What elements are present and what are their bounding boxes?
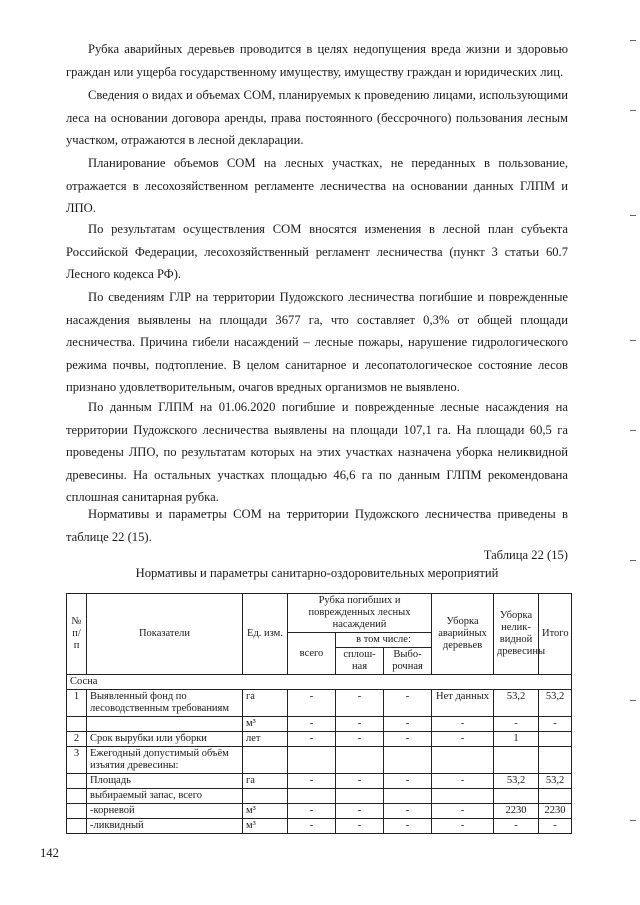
cell-nonliquid: 53,2 (494, 774, 539, 789)
cell-selective (384, 789, 432, 804)
cell-label: выбираемый запас, всего (87, 789, 243, 804)
header-emergency: Уборка аварийных деревьев (432, 594, 494, 675)
cell-nonliquid: 2230 (494, 804, 539, 819)
cell-label: Выявленный фонд по лесоводственным требованиям (87, 690, 243, 717)
cell-selective: - (384, 819, 432, 834)
cell-label: Площадь (87, 774, 243, 789)
cell-clear: - (336, 690, 384, 717)
table-header-row (67, 594, 572, 633)
cell-unit: м³ (243, 717, 288, 732)
header-including: в том числе: (336, 633, 432, 648)
header-clear: сплош-ная (336, 648, 384, 675)
cell-selective: - (384, 732, 432, 747)
cell-clear: - (336, 804, 384, 819)
table-row (67, 774, 572, 789)
cell-num (67, 804, 87, 819)
cell-num (67, 819, 87, 834)
cell-label: Срок вырубки или уборки (87, 732, 243, 747)
cell-nonliquid: 53,2 (494, 690, 539, 717)
cell-clear: - (336, 774, 384, 789)
scan-edge-mark (630, 340, 636, 341)
cell-emergency (432, 747, 494, 774)
section-pine: Сосна (67, 675, 572, 690)
cell-nonliquid: - (494, 819, 539, 834)
cell-grand (539, 747, 572, 774)
cell-clear (336, 747, 384, 774)
cell-emergency: Нет данных (432, 690, 494, 717)
cell-selective: - (384, 717, 432, 732)
cell-clear: - (336, 717, 384, 732)
cell-nonliquid: - (494, 717, 539, 732)
scan-edge-mark (630, 430, 636, 431)
cell-nonliquid: 1 (494, 732, 539, 747)
cell-emergency: - (432, 732, 494, 747)
table-caption: Таблица 22 (15) (483, 548, 568, 562)
table-section-row (67, 675, 572, 690)
cell-total: - (288, 774, 336, 789)
page-number: 142 (40, 846, 59, 860)
header-nonliquid: Уборка нелик-видной древесины (494, 594, 539, 675)
cell-nonliquid (494, 789, 539, 804)
scan-edge-mark (630, 40, 636, 41)
cell-num (67, 774, 87, 789)
cell-clear: - (336, 819, 384, 834)
cell-num: 2 (67, 732, 87, 747)
cell-total: - (288, 732, 336, 747)
cell-grand: - (539, 819, 572, 834)
table-row (67, 690, 572, 717)
header-selective: Выбо-рочная (384, 648, 432, 675)
cell-unit: м³ (243, 804, 288, 819)
header-felling-group: Рубка погибших и поврежденных лесных насаждений (288, 594, 432, 633)
cell-emergency (432, 789, 494, 804)
cell-label: -ликвидный (87, 819, 243, 834)
cell-selective: - (384, 774, 432, 789)
cell-label: Ежегодный допустимый объём изъятия древесины: (87, 747, 243, 774)
cell-num (67, 717, 87, 732)
cell-num: 3 (67, 747, 87, 774)
scan-edge-mark (630, 820, 636, 821)
cell-selective (384, 747, 432, 774)
scan-edge-mark (630, 560, 636, 561)
cell-label (87, 717, 243, 732)
cell-grand: - (539, 717, 572, 732)
scan-edge-mark (630, 110, 636, 111)
cell-unit: га (243, 690, 288, 717)
cell-grand: 2230 (539, 804, 572, 819)
table-title: Нормативы и параметры санитарно-оздоровительных мероприятий (135, 566, 499, 580)
cell-unit (243, 747, 288, 774)
header-num: № п/п (67, 594, 87, 675)
scan-edge-mark (630, 700, 636, 701)
cell-total: - (288, 804, 336, 819)
cell-grand (539, 732, 572, 747)
table-row (67, 717, 572, 732)
table-row (67, 732, 572, 747)
table-row (67, 789, 572, 804)
header-grand-total: Итого (539, 594, 572, 675)
cell-total: - (288, 819, 336, 834)
cell-total (288, 747, 336, 774)
cell-emergency: - (432, 819, 494, 834)
cell-selective: - (384, 690, 432, 717)
cell-nonliquid (494, 747, 539, 774)
cell-emergency: - (432, 774, 494, 789)
paragraph-table-reference: Нормативы и параметры СОМ на территории Пудожского лесничества приведены в таблице 22 (15). (66, 507, 568, 544)
scan-edge-mark (630, 215, 636, 216)
cell-grand: 53,2 (539, 774, 572, 789)
table-row (67, 819, 572, 834)
paragraph-results: По результатам осуществления СОМ вносятся изменения в лесной план субъекта Российской Федерации, лесохозяйственный регламент лесничества (пункт 3 статьи 60.7 Лесного кодекса РФ). (66, 222, 568, 282)
header-indicators: Показатели (87, 594, 243, 675)
table-row (67, 747, 572, 774)
cell-emergency: - (432, 804, 494, 819)
cell-total (288, 789, 336, 804)
paragraph-emergency-felling: Рубка аварийных деревьев проводится в целях недопущения вреда жизни и здоровью граждан или ущерба государственному имуществу, имуществу граждан и юридических лиц. (66, 42, 568, 79)
cell-clear: - (336, 732, 384, 747)
cell-total: - (288, 690, 336, 717)
cell-selective: - (384, 804, 432, 819)
cell-unit: га (243, 774, 288, 789)
norms-table (66, 593, 572, 834)
paragraph-glr-data: По сведениям ГЛР на территории Пудожского лесничества погибшие и поврежденные насаждения выявлены на площади 3677 га, что составляет 0,3% от общей площади лесничества. Причина гибели насаждений – лесные пожары, нарушение гидрологического режима почвы, подтопление. В целом санитарное и лесопатологическое состояние лесов признано удовлетворительным, очагов вредных организмов не выявлено. (66, 290, 568, 395)
header-total: всего (288, 633, 336, 675)
cell-clear (336, 789, 384, 804)
cell-unit: м³ (243, 819, 288, 834)
cell-emergency: - (432, 717, 494, 732)
table-body (67, 690, 572, 834)
header-unit: Ед. изм. (243, 594, 288, 675)
cell-unit: лет (243, 732, 288, 747)
paragraph-planning: Планирование объемов СОМ на лесных участках, не переданных в пользование, отражается в лесохозяйственном регламенте лесничества на основании данных ГЛПМ и ЛПО. (66, 156, 568, 216)
cell-total: - (288, 717, 336, 732)
cell-num (67, 789, 87, 804)
paragraph-declaration: Сведения о видах и объемах СОМ, планируемых к проведению лицами, использующими леса на основании договора аренды, права постоянного (бессрочного) пользования лесным участком, отражаются в лесной декларации. (66, 88, 568, 148)
cell-grand (539, 789, 572, 804)
cell-grand: 53,2 (539, 690, 572, 717)
cell-unit (243, 789, 288, 804)
cell-label: -корневой (87, 804, 243, 819)
paragraph-glpm-data: По данным ГЛПМ на 01.06.2020 погибшие и поврежденные лесные насаждения на территории Пудожского лесничества выявлены на площади 107,1 га. На площади 60,5 га проведены ЛПО, по результатам которых на этих участках назначена уборка неликвидной древесины. На остальных участках площадью 46,6 га по данным ГЛПМ рекомендована сплошная санитарная рубка. (66, 400, 568, 505)
cell-num: 1 (67, 690, 87, 717)
table-row (67, 804, 572, 819)
